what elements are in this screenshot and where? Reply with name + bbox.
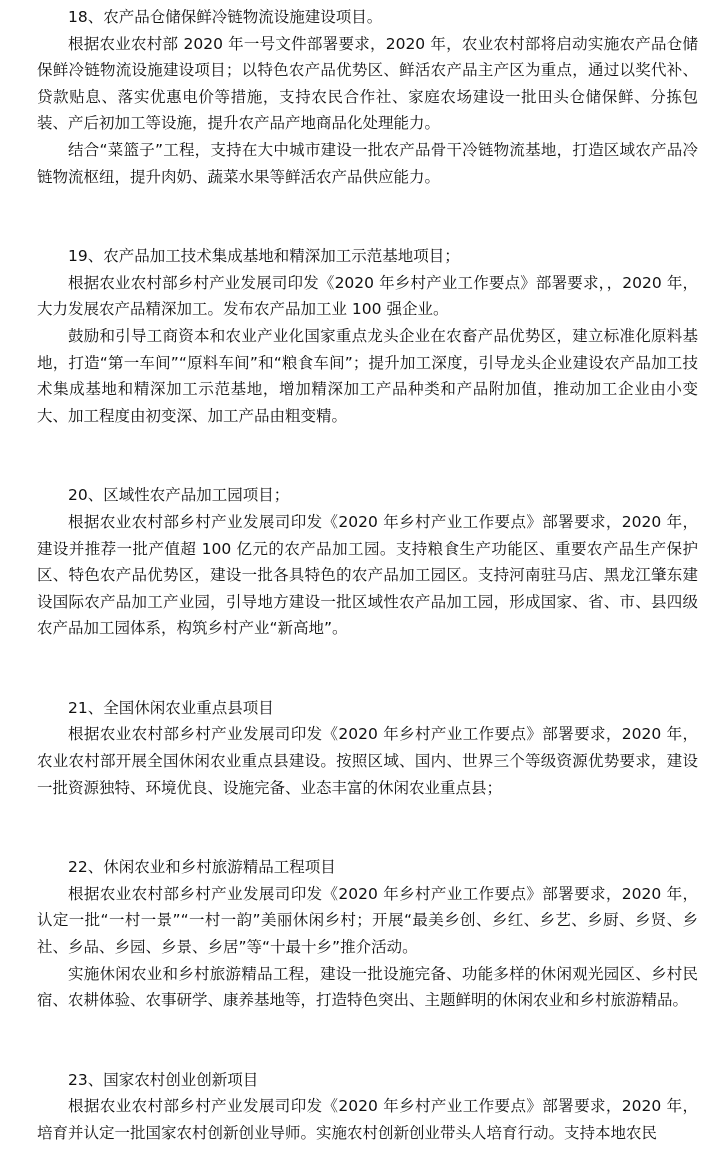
paragraph: 根据农业农村部乡村产业发展司印发《2020 年乡村产业工作要点》部署要求，2020 年，建设并推荐一批产值超 100 亿元的农产品加工园。支持粮食生产功能区、重要农产品生产保护区、特色农产品优势区，建设一批各具特色的农产品加工园区。支持河南驻马店、黑龙江肇东建设国际农产品加工产业园，引导地方建设一批区域性农产品加工园，形成国家、省、市、县四级农产品加工园体系，构筑乡村产业“新高地”。: [37, 512, 698, 638]
section-21: [37, 695, 698, 801]
paragraph: 鼓励和引导工商资本和农业产业化国家重点龙头企业在农畜产品优势区，建立标准化原料基地，打造“第一车间”“原料车间”和“粮食车间”；提升加工深度，引导龙头企业建设农产品加工技术集成基地和精深加工示范基地，增加精深加工产品种类和产品附加值，推动加工企业由小变大、加工程度由初变深、加工产品由粗变精。: [37, 326, 698, 425]
paragraph: 根据农业农村部乡村产业发展司印发《2020 年乡村产业工作要点》部署要求，，2020 年，大力发展农产品精深加工。发布农产品加工业 100 强企业。: [37, 273, 698, 319]
section-heading: 23、国家农村创业创新项目: [68, 1070, 259, 1089]
section-heading: 18、农产品仓储保鲜冷链物流设施建设项目。: [68, 8, 383, 26]
section-heading: 19、农产品加工技术集成基地和精深加工示范基地项目；: [68, 247, 460, 266]
section-spacer: [37, 1014, 698, 1067]
section-heading: 22、休闲农业和乡村旅游精品工程项目: [68, 858, 336, 877]
paragraph: 根据农业农村部乡村产业发展司印发《2020 年乡村产业工作要点》部署要求，2020 年，认定一批“一村一景”“一村一韵”美丽休闲乡村；开展“最美乡创、乡红、乡艺、乡厨、乡贤、乡社、乡品、乡园、乡景、乡居”等“十最十乡”推介活动。: [37, 884, 698, 957]
section-18: [37, 4, 698, 190]
section-spacer: [37, 190, 698, 243]
section-spacer: [37, 429, 698, 482]
section-19: [37, 243, 698, 429]
section-22: [37, 854, 698, 1014]
section-heading: 20、区域性农产品加工园项目；: [68, 486, 290, 505]
paragraph: 结合“菜篮子”工程，支持在大中城市建设一批农产品骨干冷链物流基地，打造区域农产品冷链物流枢纽，提升肉奶、蔬菜水果等鲜活农产品供应能力。: [37, 140, 698, 186]
section-heading: 21、全国休闲农业重点县项目: [68, 698, 274, 717]
paragraph: 根据农业农村部乡村产业发展司印发《2020 年乡村产业工作要点》部署要求，2020 年，培育并认定一批国家农村创新创业导师。实施农村创新创业带头人培育行动。支持本地农民: [37, 1097, 698, 1142]
paragraph: 根据农业农村部 2020 年一号文件部署要求，2020 年，农业农村部将启动实施农产品仓储保鲜冷链物流设施建设项目；以特色农产品优势区、鲜活农产品主产区为重点，通过以奖代补、贷款贴息、落实优惠电价等措施，支持农民合作社、家庭农场建设一批田头仓储保鲜、分拣包装、产后初加工等设施，提升农产品产地商品化处理能力。: [37, 34, 698, 133]
paragraph: 根据农业农村部乡村产业发展司印发《2020 年乡村产业工作要点》部署要求，2020 年，农业农村部开展全国休闲农业重点县建设。按照区域、国内、世界三个等级资源优势要求，建设一批资源独特、环境优良、设施完备、业态丰富的休闲农业重点县；: [37, 725, 698, 797]
paragraph: 实施休闲农业和乡村旅游精品工程，建设一批设施完备、功能多样的休闲观光园区、乡村民宿、农耕体验、农事研学、康养基地等，打造特色突出、主题鲜明的休闲农业和乡村旅游精品。: [37, 964, 698, 1010]
section-20: [37, 482, 698, 642]
section-23: [37, 1067, 698, 1147]
section-spacer: [37, 642, 698, 695]
section-spacer: [37, 801, 698, 854]
